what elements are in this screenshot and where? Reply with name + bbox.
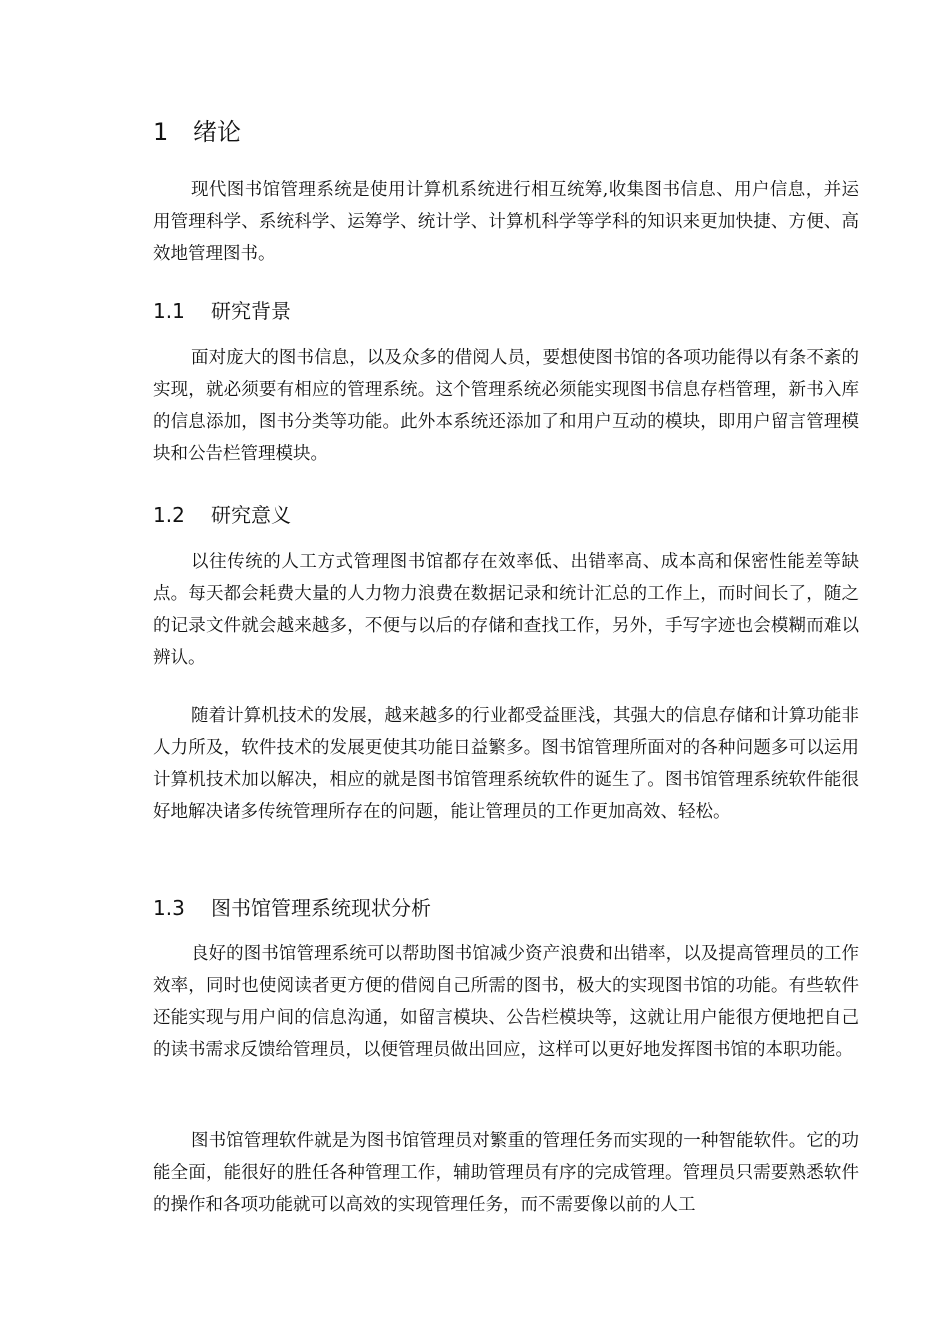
section-heading-1-3 xyxy=(153,893,431,923)
section-1-2-paragraph-2: 随着计算机技术的发展，越来越多的行业都受益匪浅，其强大的信息存储和计算功能非人力所及，软件技术的发展更使其功能日益繁多。图书馆管理所面对的各种问题多可以运用计算机技术加以解决，相应的就是图书馆管理系统软件的诞生了。图书馆管理系统软件能很好地解决诸多传统管理所存在的问题，能让管理员的工作更加高效、轻松。 xyxy=(153,706,859,822)
section-title: 研究背景 xyxy=(211,299,291,323)
section-title: 研究意义 xyxy=(211,503,291,527)
section-1-2-paragraph-1: 以往传统的人工方式管理图书馆都存在效率低、出错率高、成本高和保密性能差等缺点。每天都会耗费大量的人力物力浪费在数据记录和统计汇总的工作上，而时间长了，随之的记录文件就会越来越多，不便与以后的存储和查找工作，另外，手写字迹也会模糊而难以辨认。 xyxy=(153,552,859,668)
section-heading-1-1 xyxy=(153,296,291,326)
section-1-3-paragraph-2: 图书馆管理软件就是为图书馆管理员对繁重的管理任务而实现的一种智能软件。它的功能全面，能很好的胜任各种管理工作，辅助管理员有序的完成管理。管理员只需要熟悉软件的操作和各项功能就可以高效的实现管理任务，而不需要像以前的人工 xyxy=(153,1131,859,1215)
section-1-1-paragraph-1: 面对庞大的图书信息，以及众多的借阅人员，要想使图书馆的各项功能得以有条不紊的实现，就必须要有相应的管理系统。这个管理系统必须能实现图书信息存档管理，新书入库的信息添加，图书分类等功能。此外本系统还添加了和用户互动的模块，即用户留言管理模块和公告栏管理模块。 xyxy=(153,348,859,464)
section-title: 图书馆管理系统现状分析 xyxy=(211,896,431,920)
chapter-heading xyxy=(153,114,241,150)
section-number: 1.2 xyxy=(153,503,185,527)
section-number: 1.3 xyxy=(153,896,185,920)
section-number: 1.1 xyxy=(153,299,185,323)
chapter-title: 绪论 xyxy=(193,118,241,146)
chapter-number: 1 xyxy=(153,118,169,146)
section-heading-1-2 xyxy=(153,500,291,530)
chapter-intro-paragraph: 现代图书馆管理系统是使用计算机系统进行相互统筹,收集图书信息、用户信息，并运用管理科学、系统科学、运筹学、统计学、计算机科学等学科的知识来更加快捷、方便、高效地管理图书。 xyxy=(153,180,859,264)
section-1-3-paragraph-1: 良好的图书馆管理系统可以帮助图书馆减少资产浪费和出错率，以及提高管理员的工作效率，同时也使阅读者更方便的借阅自己所需的图书，极大的实现图书馆的功能。有些软件还能实现与用户间的信息沟通，如留言模块、公告栏模块等，这就让用户能很方便地把自己的读书需求反馈给管理员，以便管理员做出回应，这样可以更好地发挥图书馆的本职功能。 xyxy=(153,944,859,1060)
